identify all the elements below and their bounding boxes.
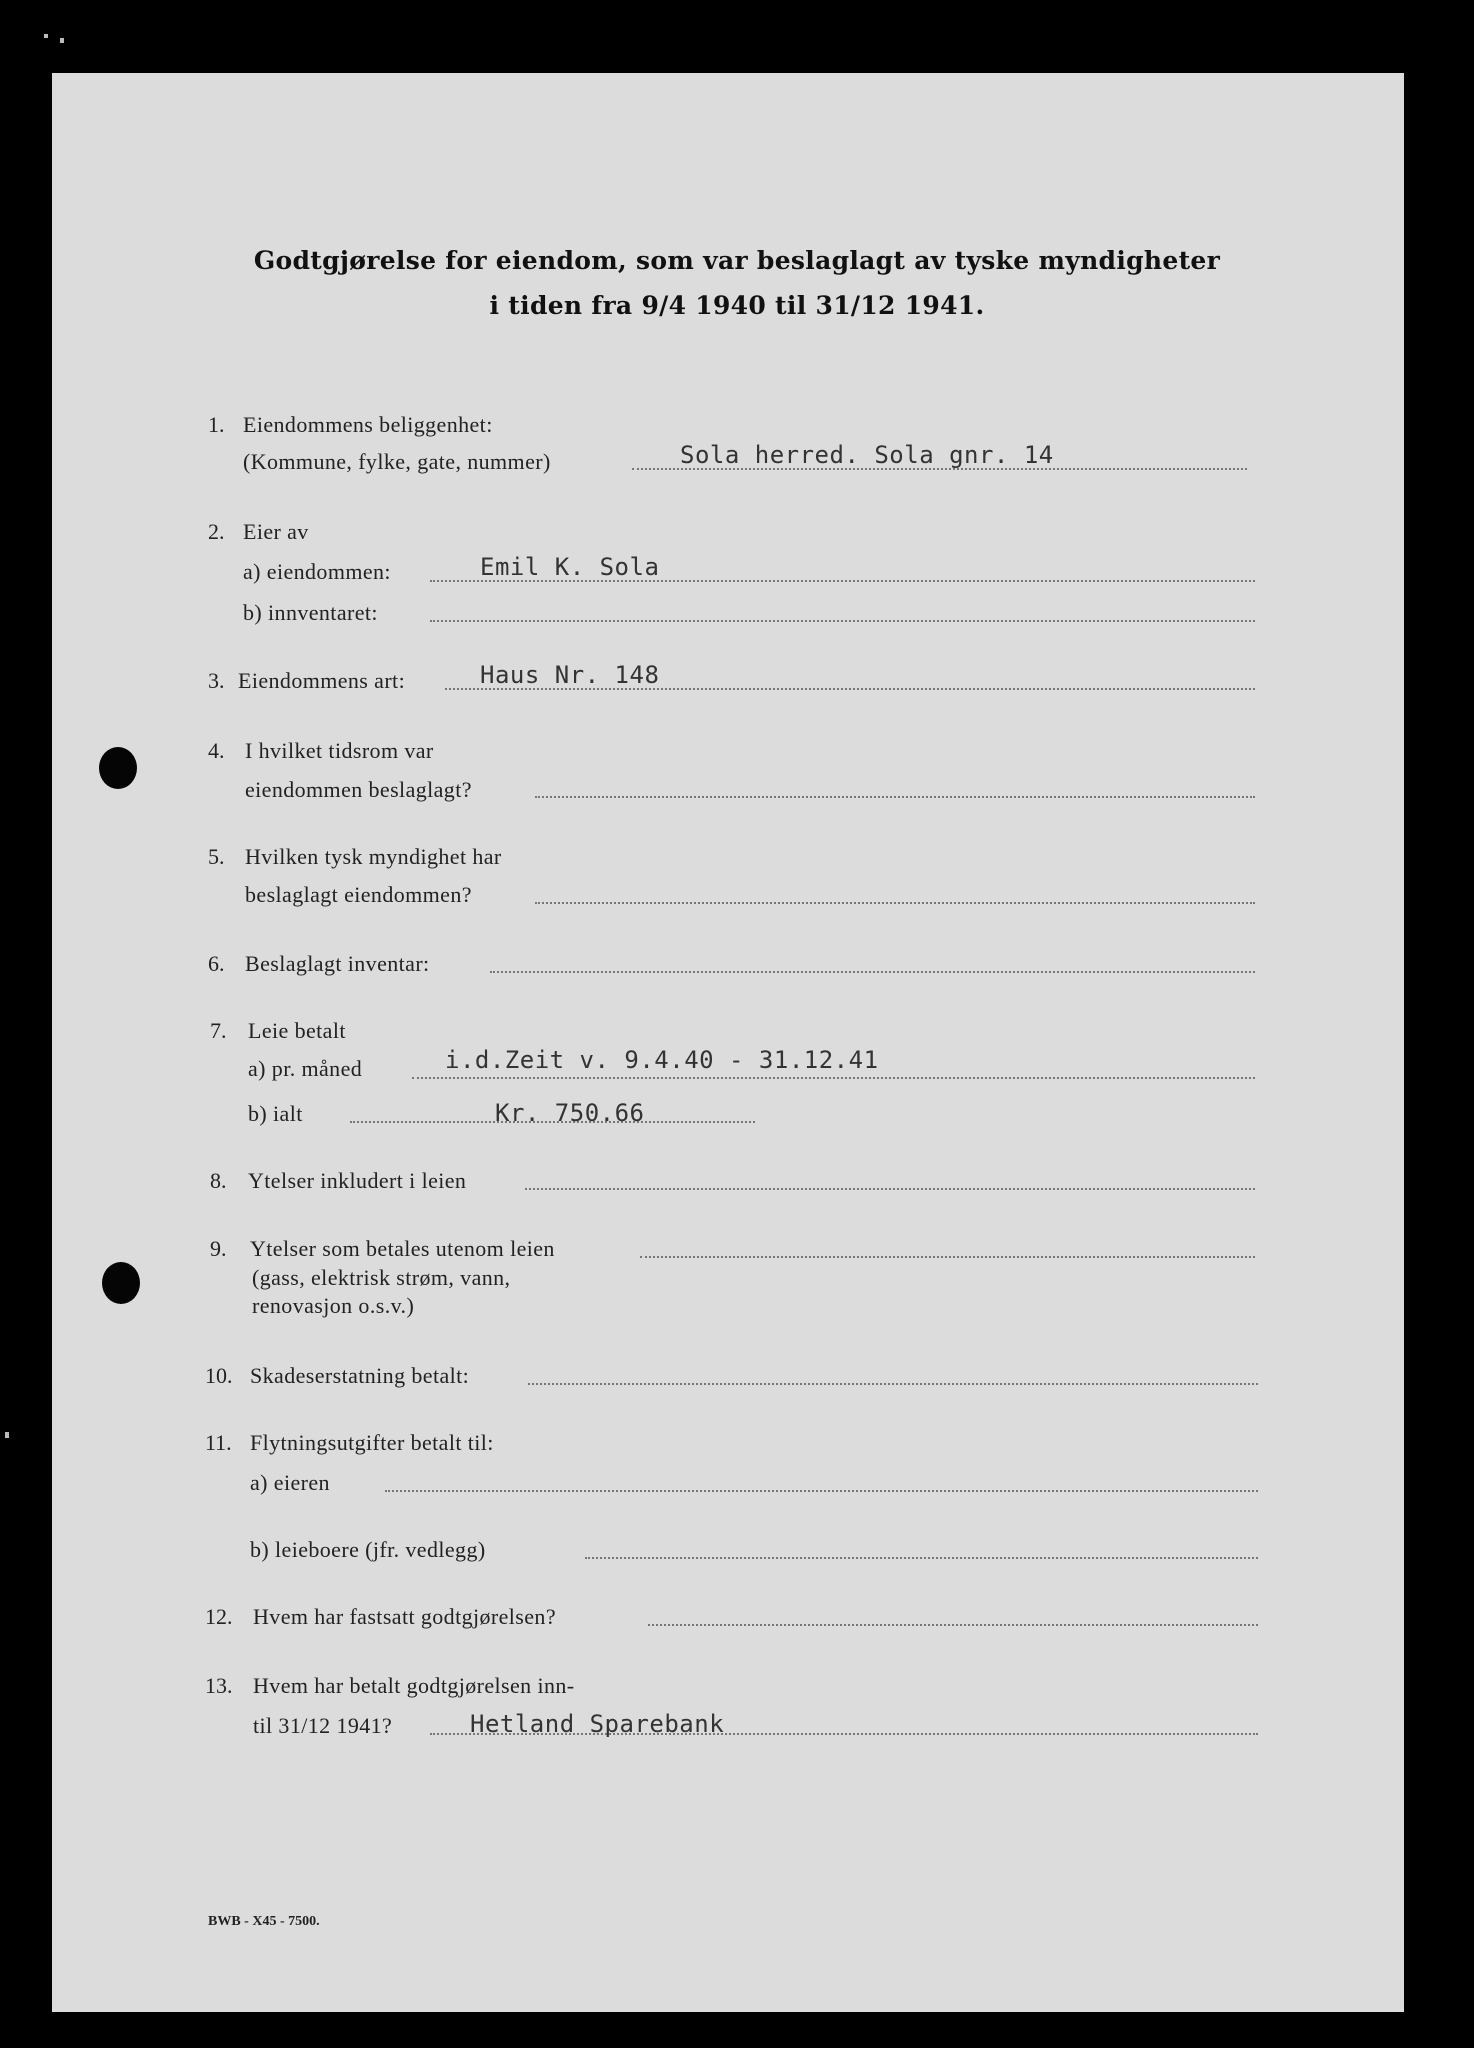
- punch-hole-top: [99, 747, 137, 789]
- q4-label: I hvilket tidsrom var: [245, 738, 434, 763]
- q9-sublabel-1: (gass, elektrisk strøm, vann,: [252, 1265, 511, 1290]
- q6-label: Beslaglagt inventar:: [245, 951, 430, 976]
- q7b-answer: Kr. 750.66: [495, 1099, 645, 1127]
- q9-sublabel-2: renovasjon o.s.v.): [252, 1293, 415, 1318]
- item-number-11: 11.: [205, 1430, 232, 1455]
- q11b-label: b) leieboere (jfr. vedlegg): [250, 1537, 486, 1562]
- q10-label: Skadeserstatning betalt:: [250, 1363, 470, 1388]
- item-number-2: 2.: [208, 519, 225, 544]
- q11a-label: a) eieren: [250, 1470, 330, 1495]
- q3-answer: Haus Nr. 148: [480, 661, 660, 689]
- item-number-5: 5.: [208, 844, 225, 869]
- q8-label: Ytelser inkludert i leien: [248, 1168, 467, 1193]
- q1-answer: Sola herred. Sola gnr. 14: [680, 441, 1054, 469]
- q13-label: Hvem har betalt godtgjørelsen inn-: [253, 1673, 575, 1698]
- item-number-6: 6.: [208, 951, 225, 976]
- q2b-label: b) innventaret:: [243, 600, 378, 625]
- scan-speck: [60, 38, 64, 43]
- item-number-12: 12.: [205, 1604, 233, 1629]
- q4-answer-line: [535, 796, 1255, 798]
- q13-sublabel: til 31/12 1941?: [253, 1713, 393, 1738]
- item-number-10: 10.: [205, 1363, 233, 1388]
- form-title-line-2: i tiden fra 9/4 1940 til 31/12 1941.: [489, 291, 985, 320]
- item-number-3: 3.: [208, 668, 225, 693]
- q2-label: Eier av: [243, 519, 309, 544]
- q7-label: Leie betalt: [248, 1018, 346, 1043]
- punch-hole-bottom: [102, 1262, 140, 1304]
- q7a-answer: i.d.Zeit v. 9.4.40 - 31.12.41: [445, 1046, 879, 1074]
- q5-answer-line: [535, 902, 1255, 904]
- q5-sublabel: beslaglagt eiendommen?: [245, 882, 472, 907]
- item-number-13: 13.: [205, 1673, 233, 1698]
- q1-sublabel: (Kommune, fylke, gate, nummer): [243, 449, 551, 474]
- q7a-label: a) pr. måned: [248, 1056, 363, 1081]
- q5-label: Hvilken tysk myndighet har: [245, 844, 502, 869]
- scan-speck: [44, 34, 48, 38]
- q11b-answer-line: [585, 1557, 1258, 1559]
- q2b-answer-line: [430, 620, 1255, 622]
- item-number-8: 8.: [210, 1168, 227, 1193]
- q12-answer-line: [648, 1624, 1258, 1626]
- q11-label: Flytningsutgifter betalt til:: [250, 1430, 494, 1455]
- form-title-line-1: Godtgjørelse for eiendom, som var beslaglagt av tyske myndigheter: [253, 246, 1221, 275]
- item-number-1: 1.: [208, 412, 225, 437]
- form-code: BWB - X45 - 7500.: [208, 1914, 320, 1929]
- q11a-answer-line: [385, 1490, 1258, 1492]
- q3-label: Eiendommens art:: [238, 668, 406, 693]
- q8-answer-line: [525, 1188, 1255, 1190]
- q1-label: Eiendommens beliggenhet:: [243, 412, 493, 437]
- q7b-label: b) ialt: [248, 1101, 303, 1126]
- q12-label: Hvem har fastsatt godtgjørelsen?: [253, 1604, 556, 1629]
- q9-answer-line: [640, 1256, 1255, 1258]
- q7a-answer-line: [412, 1077, 1255, 1079]
- q9-label: Ytelser som betales utenom leien: [250, 1236, 555, 1261]
- q2a-label: a) eiendommen:: [243, 559, 391, 584]
- item-number-4: 4.: [208, 738, 225, 763]
- q6-answer-line: [490, 971, 1255, 973]
- q13-answer: Hetland Sparebank: [470, 1710, 725, 1738]
- scan-speck: [5, 1432, 9, 1438]
- item-number-9: 9.: [210, 1236, 227, 1261]
- q2a-answer: Emil K. Sola: [480, 553, 660, 581]
- q4-sublabel: eiendommen beslaglagt?: [245, 777, 472, 802]
- q10-answer-line: [528, 1383, 1258, 1385]
- item-number-7: 7.: [210, 1018, 227, 1043]
